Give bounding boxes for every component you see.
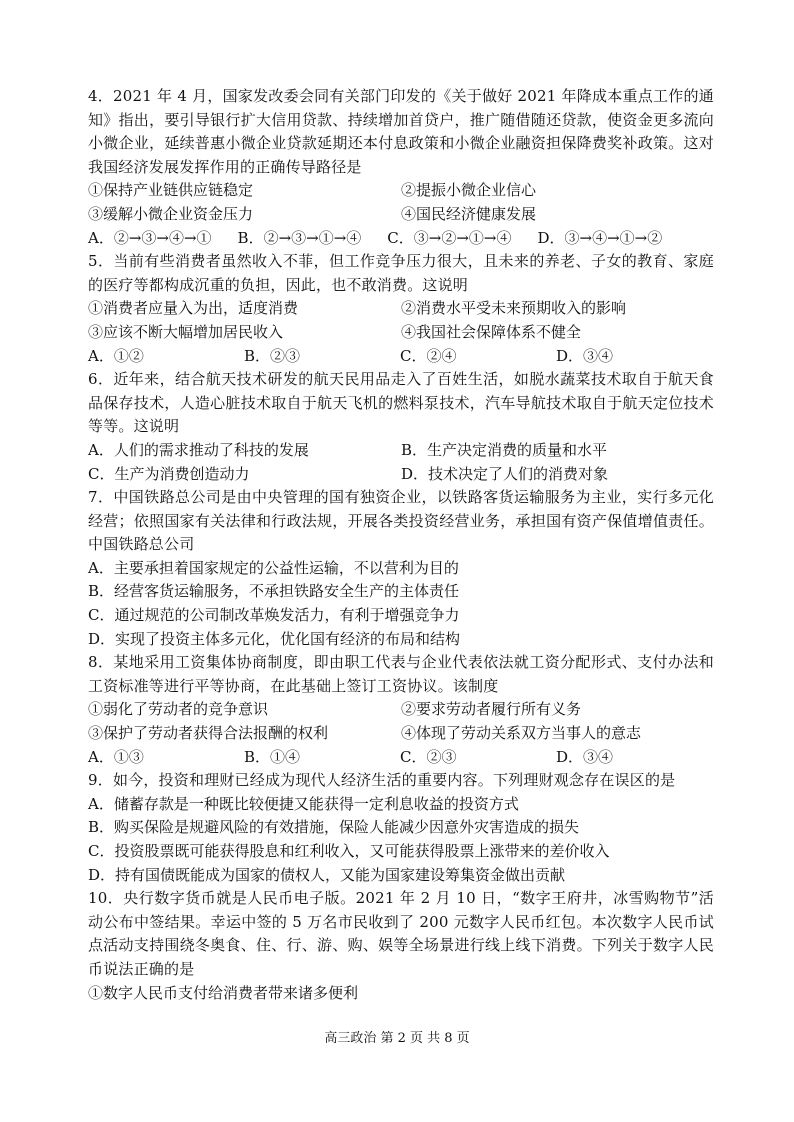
q7-option-c: C．通过规范的公司制改革焕发活力，有利于增强竞争力 <box>88 606 460 625</box>
q6-option-d: D．技术决定了人们的消费对象 <box>401 464 609 483</box>
q4-item-4: ④国民经济健康发展 <box>401 204 537 223</box>
q6-stem: 6．近年来，结合航天技术研发的航天民用品走入了百姓生活，如脱水蔬菜技术取自于航天食品保存技术，人造心脏技术取自于航天飞机的燃料泵技术，汽车导航技术取自于航天定位技术等等。这说明 <box>88 370 714 436</box>
q5-items-row-2 <box>88 321 714 345</box>
q9-option-c: C．投资股票既可能获得股息和红利收入，又可能获得股票上涨带来的差价收入 <box>88 842 610 860</box>
q9-stem: 9．如今，投资和理财已经成为现代人经济生活的重要内容。下列理财观念存在误区的是 <box>88 771 676 790</box>
q5-option-d: D．③④ <box>556 346 614 365</box>
q4-stem: 4．2021 年 4 月，国家发改委会同有关部门印发的《关于做好 2021 年降成本重点工作的通知》指出，要引导银行扩大信用贷款、持续增加首贷户，推广随借随还贷款，使资金更多流向小微企业，延续普惠小微企业贷款延期还本付息政策和小微企业融资担保降费奖补政策。这对我国经济发展发挥作用的正确传导路径是 <box>88 87 714 176</box>
q10-stem: 10．央行数字货币就是人民币电子版。2021 年 2 月 10 日，“数字王府井，冰雪购物节”活动公布中签结果。幸运中签的 5 万名市民收到了 200 元数字人民币红包。本次数字人民币试点活动支持围绕冬奥食、住、行、游、购、娱等全场景进行线上线下消费。下列关于数字人民币说法正确的是 <box>88 889 714 978</box>
q5-option-a: A．①② <box>88 346 144 365</box>
q8-options <box>88 746 714 770</box>
q4-options <box>88 227 714 251</box>
q8-item-3: ③保护了劳动者获得合法报酬的权利 <box>88 724 329 743</box>
q8-item-4: ④体现了劳动关系双方当事人的意志 <box>401 724 642 743</box>
q8-item-2: ②要求劳动者履行所有义务 <box>401 700 582 719</box>
q4-option-a: A．②→③→④→① <box>88 228 212 247</box>
q4-item-3: ③缓解小微企业资金压力 <box>88 204 254 223</box>
q4-option-c: C．③→②→①→④ <box>387 228 512 247</box>
q5-option-c: C．②④ <box>400 346 457 365</box>
q4-option-b: B．②→③→①→④ <box>237 228 362 247</box>
q7-option-d: D．实现了投资主体多元化，优化国有经济的布局和结构 <box>88 629 461 648</box>
q9-option-b: B．购买保险是规避风险的有效措施，保险人能减少因意外灾害造成的损失 <box>88 818 580 837</box>
q8-option-b: B．①④ <box>244 747 301 766</box>
q6-option-c: C．生产为消费创造动力 <box>88 464 250 483</box>
q7-option-b: B．经营客货运输服务，不承担铁路安全生产的主体责任 <box>88 582 460 601</box>
q5-item-1: ①消费者应量入为出，适度消费 <box>88 299 299 318</box>
q8-items-row-1 <box>88 698 714 722</box>
question-page <box>88 85 714 1005</box>
q5-item-4: ④我国社会保障体系不健全 <box>401 322 582 341</box>
q5-stem: 5．当前有些消费者虽然收入不菲，但工作竞争压力很大，且未来的养老、子女的教育、家庭的医疗等都构成沉重的负担，因此，也不敢消费。这说明 <box>88 252 714 294</box>
q6-option-a: A．人们的需求推动了科技的发展 <box>88 440 309 459</box>
q7-stem: 7．中国铁路总公司是由中央管理的国有独资企业，以铁路客货运输服务为主业，实行多元化经营；依照国家有关法律和行政法规，开展各类投资经营业务，承担国有资产保值增值责任。中国铁路总公司 <box>88 488 714 554</box>
q6-option-b: B．生产决定消费的质量和水平 <box>401 440 608 459</box>
q4-item-2: ②提振小微企业信心 <box>401 181 537 200</box>
q7-option-a: A．主要承担着国家规定的公益性运输，不以营利为目的 <box>88 558 459 577</box>
q5-item-2: ②消费水平受未来预期收入的影响 <box>401 299 627 318</box>
q5-options <box>88 345 714 369</box>
q8-stem: 8．某地采用工资集体协商制度，即由职工代表与企业代表依法就工资分配形式、支付办法和工资标准等进行平等协商，在此基础上签订工资协议。该制度 <box>88 653 714 695</box>
q8-option-c: C．②③ <box>400 747 457 766</box>
q5-item-3: ③应该不断大幅增加居民收入 <box>88 322 284 341</box>
q4-option-d: D．③→④→①→② <box>537 228 663 247</box>
q6-options-row-2 <box>88 463 714 487</box>
q8-option-a: A．①③ <box>88 747 144 766</box>
q10-item-1: ①数字人民币支付给消费者带来诸多便利 <box>88 983 359 1002</box>
q5-items-row-1 <box>88 297 714 321</box>
q9-option-a: A．储蓄存款是一种既比较便捷又能获得一定利息收益的投资方式 <box>88 794 519 813</box>
q9-option-d: D．持有国债既能成为国家的债权人，又能为国家建设筹集资金做出贡献 <box>88 865 566 884</box>
page-footer: 高三政治 第 2 页 共 8 页 <box>324 1031 470 1046</box>
q8-item-1: ①弱化了劳动者的竞争意识 <box>88 700 269 719</box>
q4-items-row-1 <box>88 179 714 203</box>
q4-items-row-2 <box>88 203 714 227</box>
q8-option-d: D．③④ <box>556 747 614 766</box>
q8-items-row-2 <box>88 722 714 746</box>
q4-item-1: ①保持产业链供应链稳定 <box>88 181 254 200</box>
q6-options-row-1 <box>88 439 714 463</box>
q5-option-b: B．②③ <box>244 346 301 365</box>
